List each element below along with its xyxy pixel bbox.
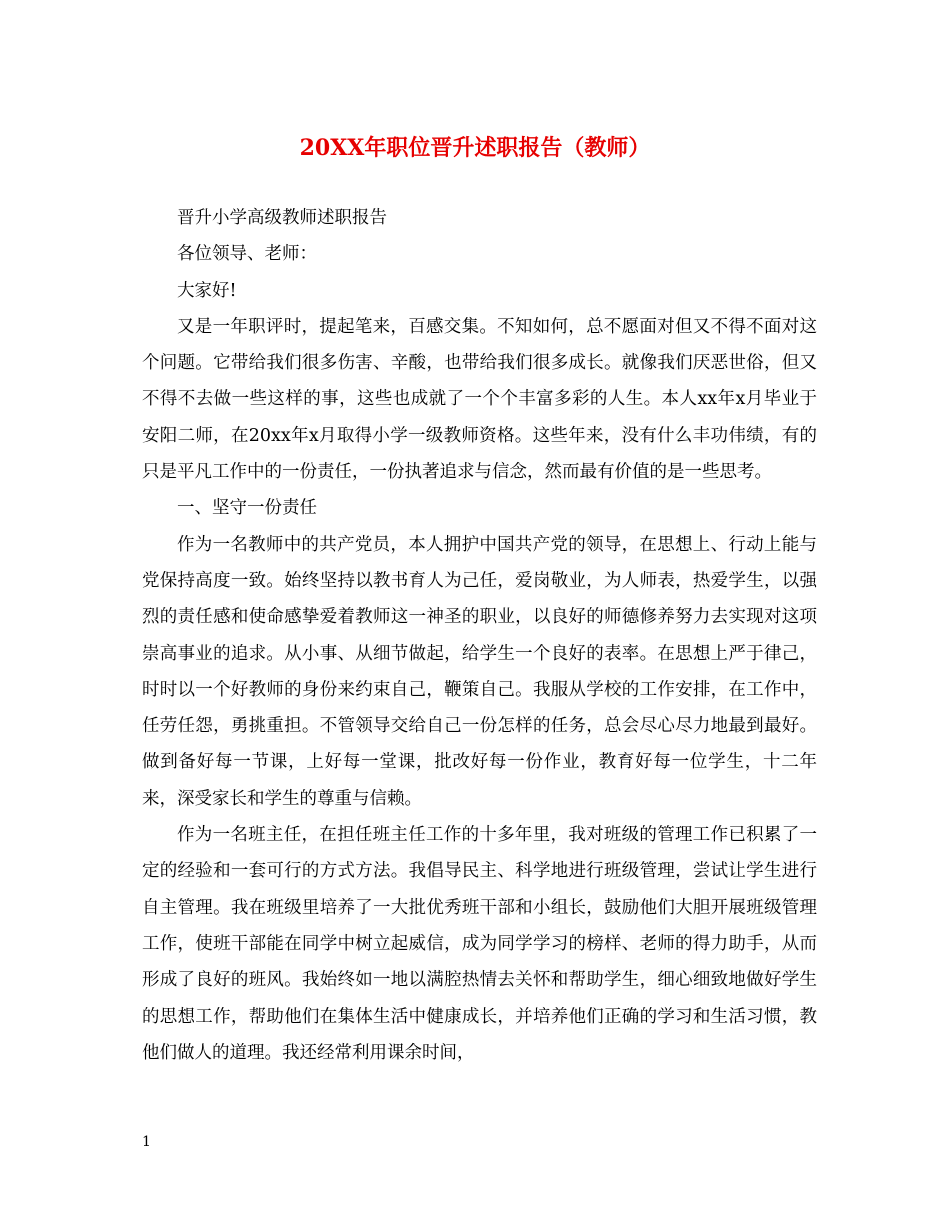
paragraph-party-member: 作为一名教师中的共产党员，本人拥护中国共产党的领导，在思想上、行动上能与党保持高度一致。始终坚持以教书育人为己任，爱岗敬业，为人师表，热爱学生，以强烈的责任感和使命感挚爱着教师这一神圣的职业，以良好的师德修养努力去实现对这项崇高事业的追求。从小事、从细节做起，给学生一个良好的表率。在思想上严于律己，时时以一个好教师的身份来约束自己，鞭策自己。我服从学校的工作安排，在工作中，任劳任怨，勇挑重担。不管领导交给自己一份怎样的任务，总会尽心尽力地最到最好。做到备好每一节课，上好每一堂课，批改好每一份作业，教育好每一位学生，十二年来，深受家长和学生的尊重与信赖。 bbox=[142, 534, 817, 809]
paragraph-salutation: 各位领导、老师： bbox=[177, 244, 317, 265]
page-number: 1 bbox=[142, 1134, 151, 1150]
document-title: 20XX年职位晋升述职报告（教师） bbox=[299, 135, 651, 161]
section-heading-responsibility: 一、坚守一份责任 bbox=[177, 498, 317, 519]
paragraph-greeting: 大家好! bbox=[177, 280, 237, 301]
paragraph-class-teacher: 作为一名班主任，在担任班主任工作的十多年里，我对班级的管理工作已积累了一定的经验和一套可行的方式方法。我倡导民主、科学地进行班级管理，尝试让学生进行自主管理。我在班级里培养了一大批优秀班干部和小组长，鼓励他们大胆开展班级管理工作，使班干部能在同学中树立起威信，成为同学学习的榜样、老师的得力助手，从而形成了良好的班风。我始终如一地以满腔热情去关怀和帮助学生，细心细致地做好学生的思想工作，帮助他们在集体生活中健康成长，并培养他们正确的学习和生活习惯，教他们做人的道理。我还经常利用课余时间， bbox=[142, 825, 817, 1063]
paragraph-intro: 又是一年职评时，提起笔来，百感交集。不知如何，总不愿面对但又不得不面对这个问题。它带给我们很多伤害、辛酸，也带给我们很多成长。就像我们厌恶世俗，但又不得不去做一些这样的事，这些也成就了一个个丰富多彩的人生。本人xx年x月毕业于安阳二师，在20xx年x月取得小学一级教师资格。这些年来，没有什么丰功伟绩，有的只是平凡工作中的一份责任，一份执著追求与信念，然而最有价值的是一些思考。 bbox=[142, 316, 817, 483]
document-body bbox=[142, 200, 817, 1071]
paragraph-subtitle: 晋升小学高级教师述职报告 bbox=[177, 208, 387, 228]
